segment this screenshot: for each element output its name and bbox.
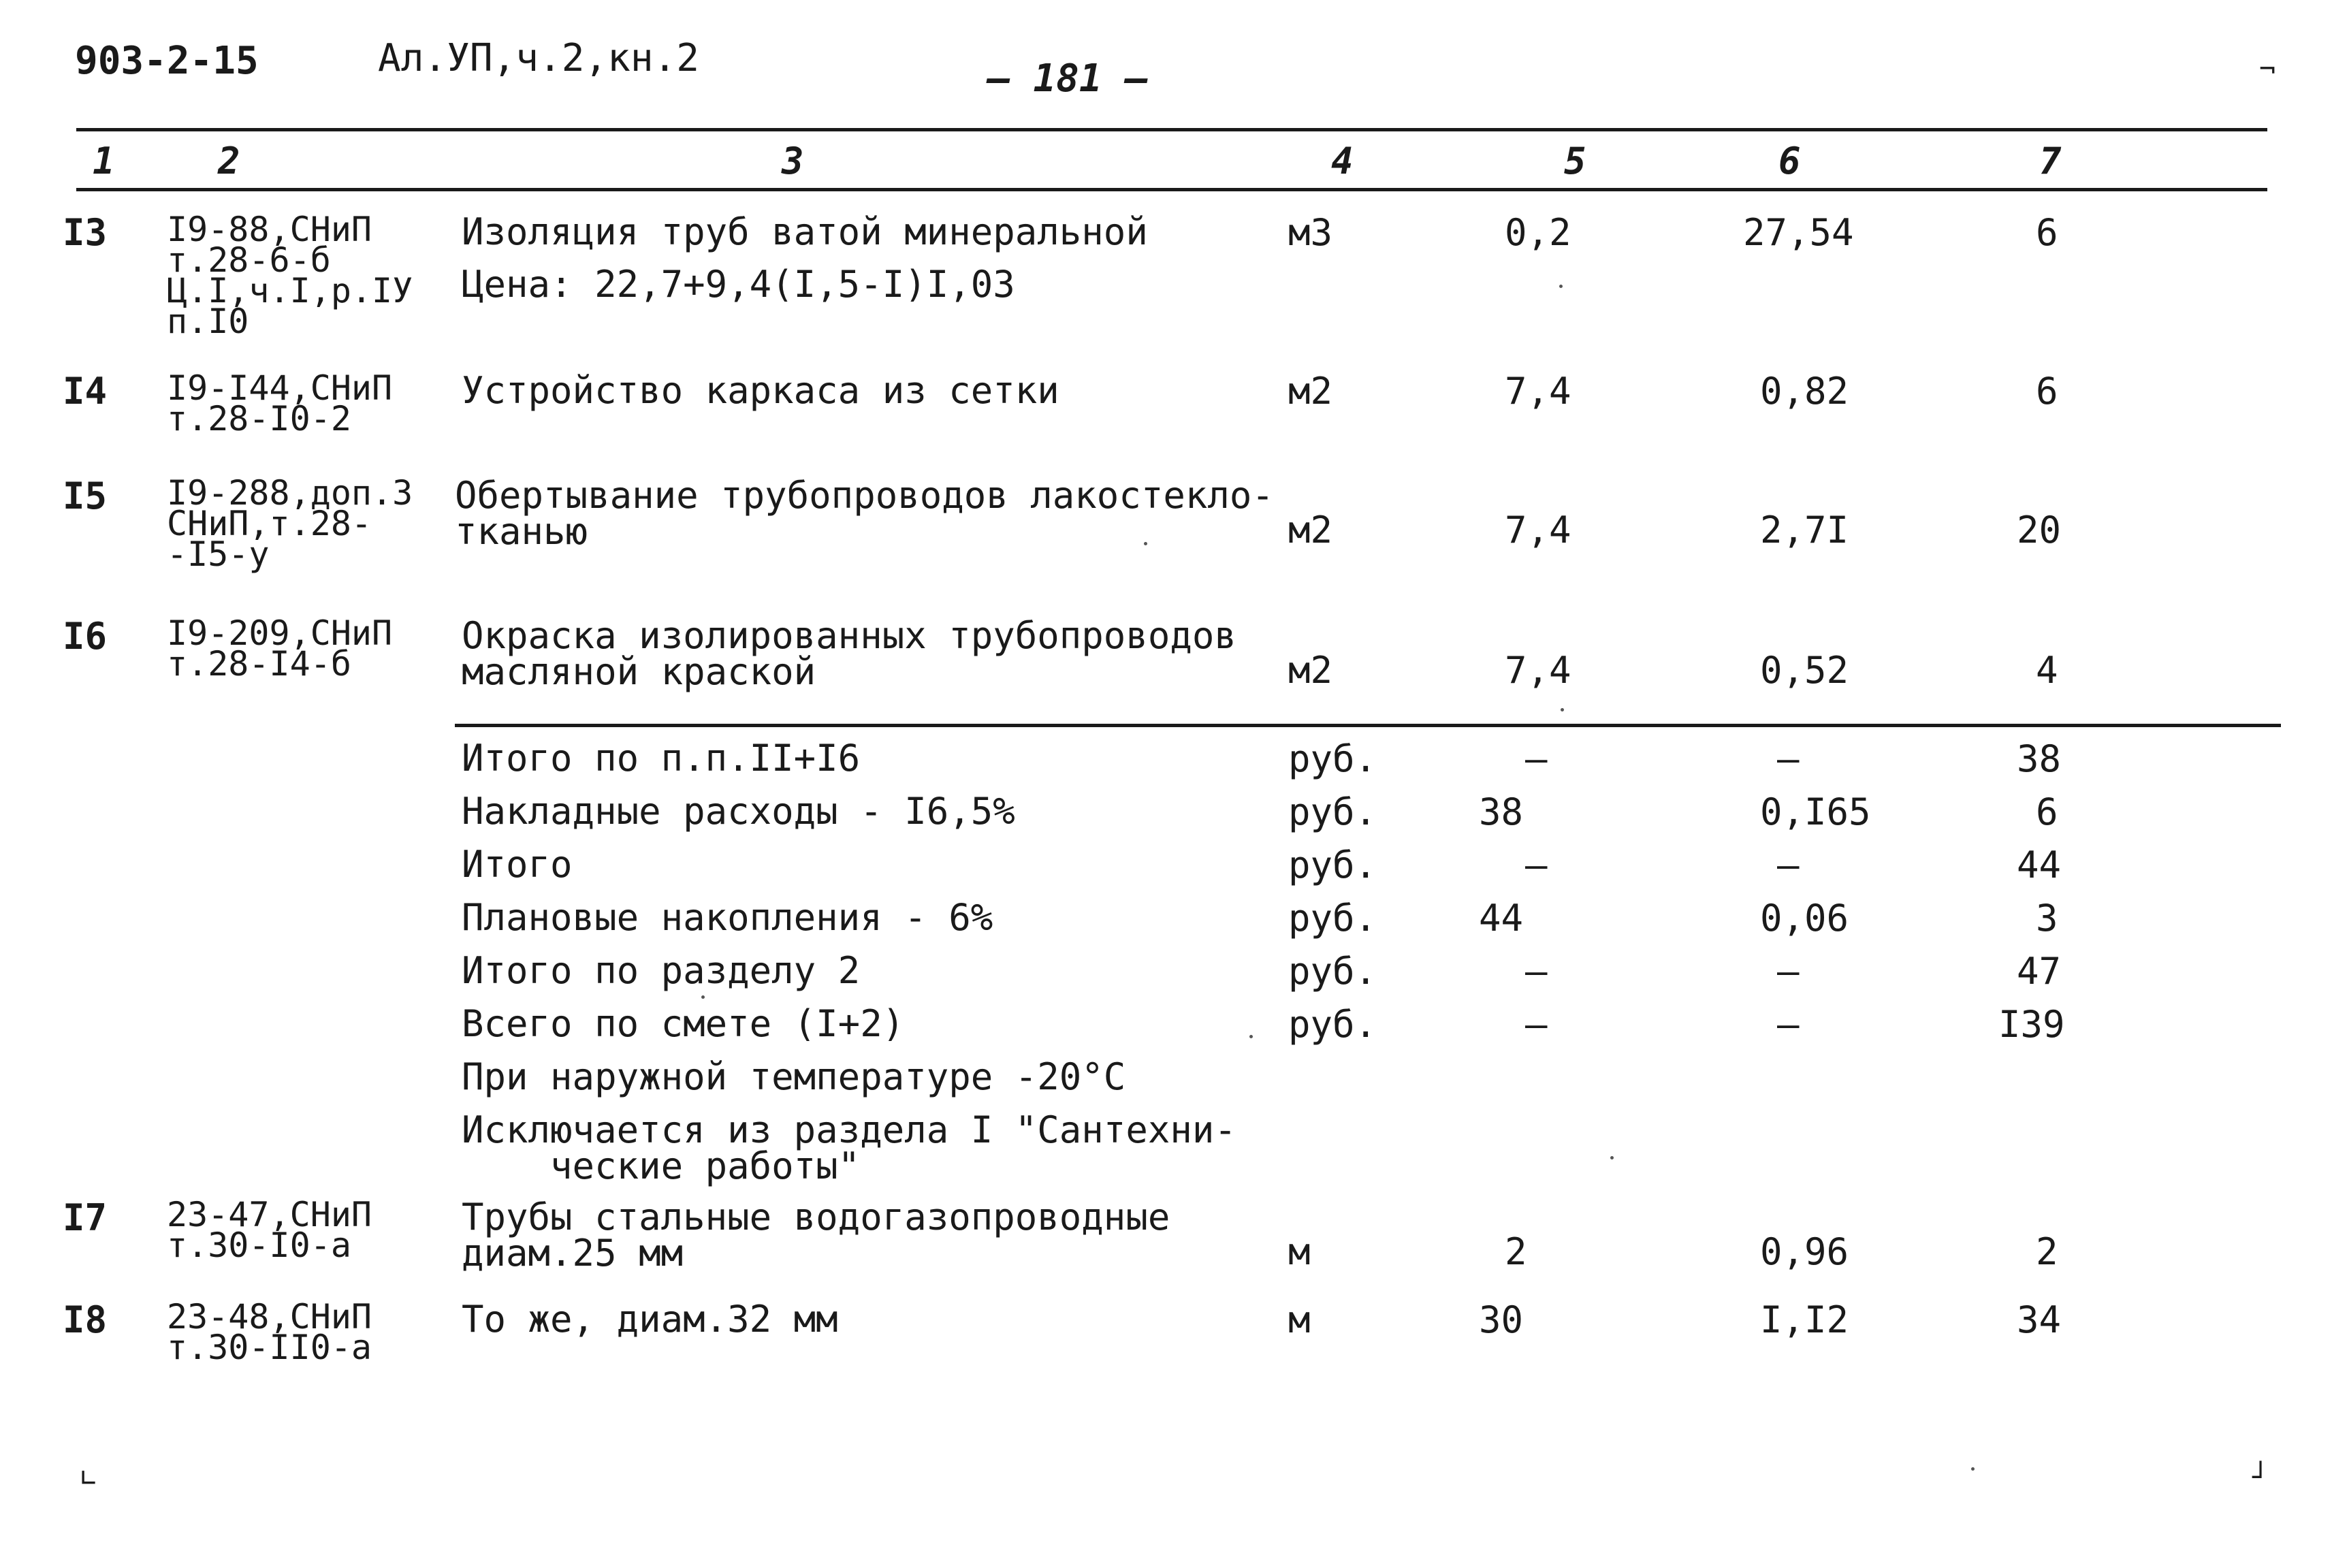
top-rule (76, 128, 2267, 131)
row-description: Изоляция труб ватой минеральной (462, 210, 1148, 253)
summary-total: 47 (2017, 950, 2062, 993)
row-description: Трубы стальные водогазопроводные диам.25 мм (462, 1196, 1170, 1275)
summary-rate: 0,06 (1760, 897, 1849, 940)
row-total: 34 (2017, 1298, 2062, 1341)
row-description: То же, диам.32 мм (462, 1298, 838, 1341)
summary-unit: руб. (1288, 950, 1377, 993)
row-number: I3 (63, 211, 108, 254)
summary-rate: – (1777, 1003, 1800, 1046)
row-number: I4 (63, 370, 108, 413)
summary-rate: – (1777, 950, 1800, 993)
row-number: I7 (63, 1196, 108, 1239)
album-reference: Ал.УП,ч.2,кн.2 (378, 36, 700, 80)
summary-description: Итого по п.п.II+I6 (462, 737, 861, 780)
corner-mark-bottom-left: ∟ (80, 1463, 97, 1494)
summary-unit: руб. (1288, 897, 1377, 940)
scan-speck (1971, 1467, 1975, 1471)
row-code: I9-209,СНиП т.28-I4-б (167, 613, 393, 684)
row-price: 2,7I (1760, 509, 1849, 551)
scan-speck (1610, 1156, 1614, 1159)
row-unit: м2 (1288, 370, 1333, 413)
row-unit: м2 (1288, 649, 1333, 692)
column-number-5: 5 (1564, 140, 1586, 182)
scan-speck (701, 995, 705, 999)
page-number: – 181 – (987, 57, 1149, 101)
row-unit: м (1288, 1230, 1311, 1273)
row-quantity: 30 (1479, 1298, 1524, 1341)
summary-unit: руб. (1288, 1003, 1377, 1046)
row-quantity: 0,2 (1505, 211, 1571, 254)
summary-total: 44 (2017, 844, 2062, 886)
row-price: I,I2 (1760, 1298, 1849, 1341)
row-price: 0,82 (1760, 370, 1849, 413)
summary-description: Итого (462, 843, 573, 886)
temperature-note: При наружной температуре -20°С (462, 1055, 1126, 1098)
column-number-6: 6 (1778, 140, 1801, 182)
summary-total: I39 (1998, 1003, 2065, 1046)
summary-description: Плановые накопления - 6% (462, 896, 993, 939)
summary-rate: – (1777, 844, 1800, 886)
scan-speck (1561, 708, 1564, 711)
price-note: Цена: 22,7+9,4(I,5-I)I,03 (462, 263, 1015, 306)
summary-quantity: – (1525, 737, 1548, 780)
summary-total: 38 (2017, 737, 2062, 780)
column-number-2: 2 (218, 140, 240, 182)
row-price: 0,96 (1760, 1230, 1849, 1273)
summary-description: Накладные расходы - I6,5% (462, 790, 1015, 833)
column-number-7: 7 (2039, 140, 2062, 182)
row-description: Обертывание трубопроводов лакостекло- тканью (455, 474, 1274, 553)
summary-unit: руб. (1288, 737, 1377, 780)
corner-mark-top-right: ¬ (2259, 54, 2276, 85)
summary-unit: руб. (1288, 790, 1377, 833)
row-quantity: 7,4 (1505, 509, 1571, 551)
row-unit: м2 (1288, 509, 1333, 551)
row-total: 6 (2036, 370, 2058, 413)
row-number: I5 (63, 475, 108, 517)
row-total: 4 (2036, 649, 2058, 692)
row-code: I9-I44,СНиП т.28-I0-2 (167, 368, 393, 438)
summary-rate: 0,I65 (1760, 790, 1871, 833)
row-description: Окраска изолированных трубопроводов масляной краской (462, 614, 1236, 693)
row-quantity: 7,4 (1505, 649, 1571, 692)
column-number-4: 4 (1331, 140, 1354, 182)
summary-rule (455, 724, 2281, 727)
summary-quantity: 44 (1479, 897, 1524, 940)
row-total: 2 (2036, 1230, 2058, 1273)
row-quantity: 2 (1505, 1230, 1527, 1273)
summary-rate: – (1777, 737, 1800, 780)
summary-description: Всего по смете (I+2) (462, 1002, 905, 1045)
summary-quantity: – (1525, 950, 1548, 993)
row-price: 0,52 (1760, 649, 1849, 692)
row-price: 27,54 (1743, 211, 1854, 254)
column-number-1: 1 (93, 140, 115, 182)
summary-quantity: – (1525, 844, 1548, 886)
row-description: Устройство каркаса из сетки (462, 369, 1059, 412)
summary-unit: руб. (1288, 844, 1377, 886)
row-number: I8 (63, 1298, 108, 1341)
row-unit: м3 (1288, 211, 1333, 254)
row-code: 23-48,СНиП т.30-II0-а (167, 1297, 372, 1367)
summary-total: 3 (2036, 897, 2058, 940)
row-code: I9-288,доп.3 СНиП,т.28- -I5-у (167, 473, 413, 574)
summary-quantity: – (1525, 1003, 1548, 1046)
row-code: 23-47,СНиП т.30-I0-а (167, 1195, 372, 1265)
row-total: 20 (2017, 509, 2062, 551)
row-code: I9-88,СНиП т.28-6-б Ц.I,ч.I,р.IУ п.I0 (167, 210, 413, 341)
row-number: I6 (63, 615, 108, 658)
summary-total: 6 (2036, 790, 2058, 833)
doc-code: 903-2-15 (75, 39, 259, 83)
corner-mark-bottom-right: ┘ (2252, 1462, 2269, 1493)
scan-speck (1249, 1035, 1253, 1038)
column-header-rule (76, 188, 2267, 191)
column-number-3: 3 (782, 140, 804, 182)
scan-speck (1559, 285, 1563, 288)
scan-speck (1144, 542, 1147, 545)
row-unit: м (1288, 1298, 1311, 1341)
row-total: 6 (2036, 211, 2058, 254)
exclusion-note: Исключается из раздела I "Сантехни- ческие работы" (462, 1108, 1236, 1187)
summary-description: Итого по разделу 2 (462, 949, 861, 992)
row-quantity: 7,4 (1505, 370, 1571, 413)
summary-quantity: 38 (1479, 790, 1524, 833)
